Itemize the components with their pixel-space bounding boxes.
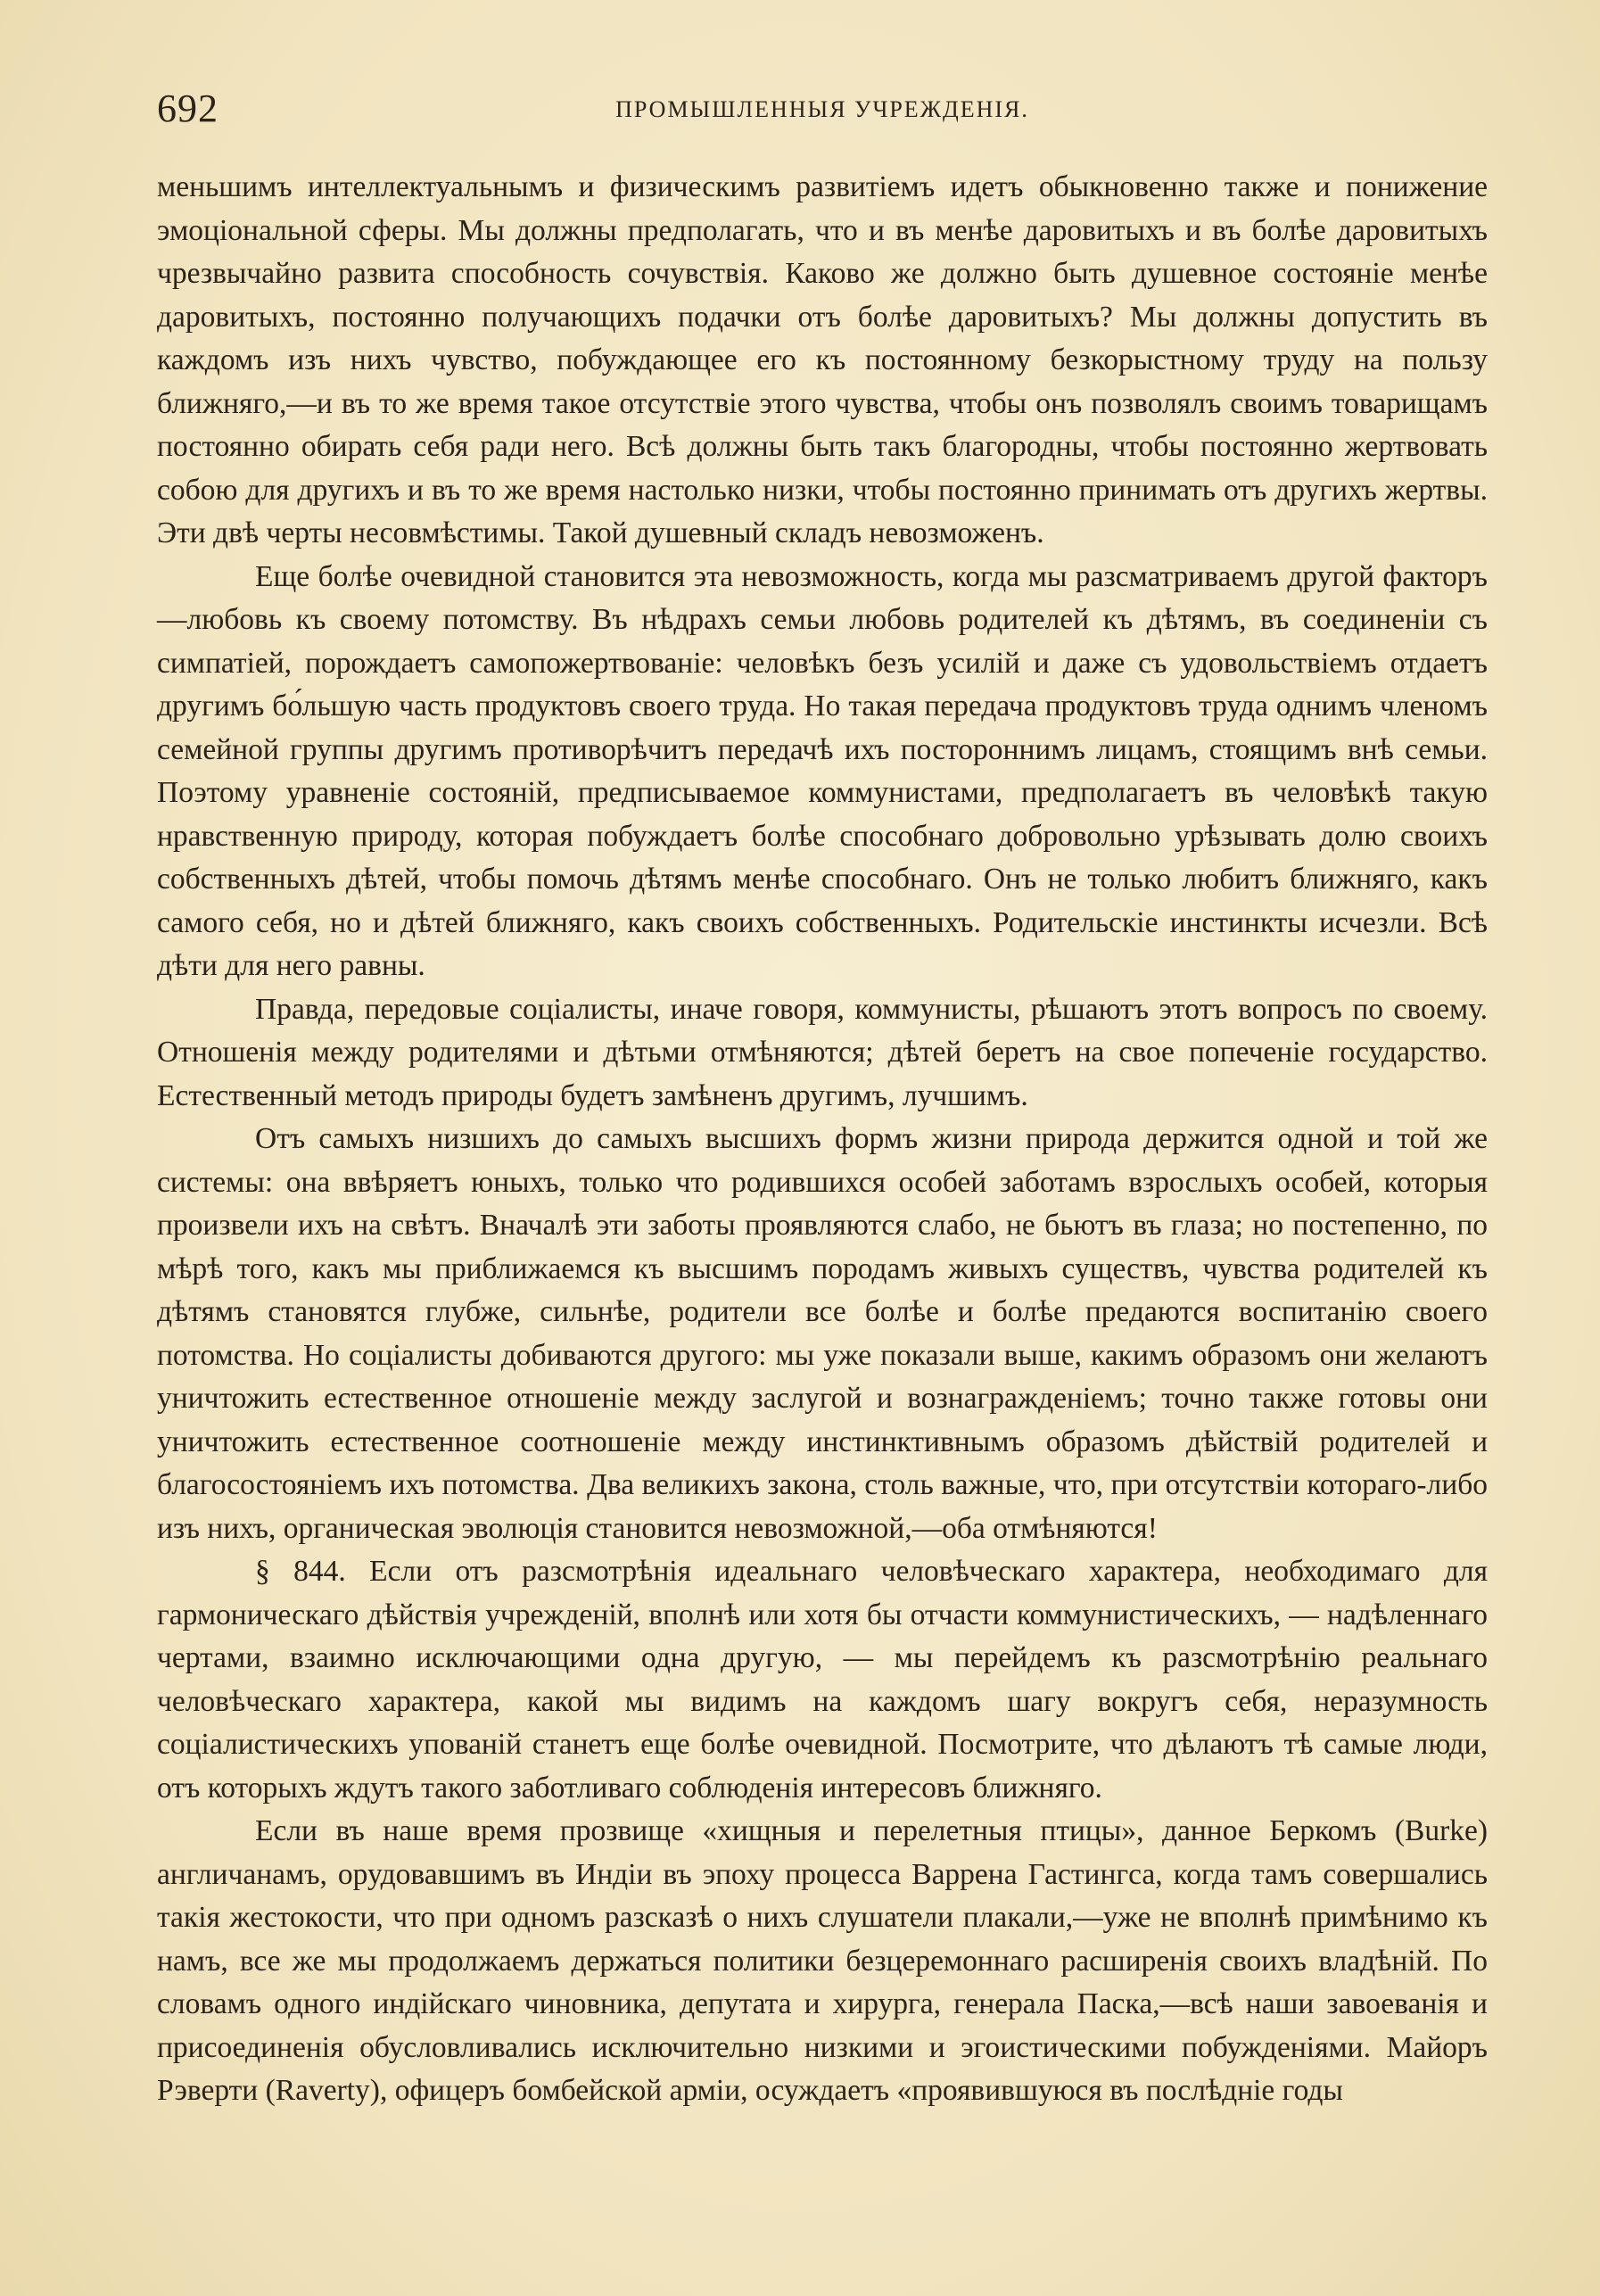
paragraph: Еще болѣе очевидной становится эта невозможность, когда мы разсматриваемъ другой факторъ—любовь къ своему потомству. Въ нѣдрахъ семьи любовь родителей къ дѣтямъ, въ соединеніи съ симпатіей, порождаетъ самопожертвованіе: человѣкъ безъ усилій и даже съ удовольствіемъ отдаетъ другимъ бо́льшую часть продуктовъ своего труда. Но такая передача продуктовъ труда однимъ членомъ семейной группы другимъ противорѣчитъ передачѣ ихъ постороннимъ лицамъ, стоящимъ внѣ семьи. Поэтому уравненіе состояній, предписываемое коммунистами, предполагаетъ въ человѣкѣ такую нравственную природу, которая побуждаетъ болѣе способнаго добровольно урѣзывать долю своихъ собственныхъ дѣтей, чтобы помочь дѣтямъ менѣе способнаго. Онъ не только любитъ ближняго, какъ самого себя, но и дѣтей ближняго, какъ своихъ собственныхъ. Родительскіе инстинкты исчезли. Всѣ дѣти для него равны.	[157, 559, 1488, 982]
running-title: ПРОМЫШЛЕННЫЯ УЧРЕЖДЕНІЯ.	[615, 96, 1029, 122]
paragraph-section-844: § 844. Если отъ разсмотрѣнія идеальнаго человѣческаго характера, необходимаго для гармоническаго дѣйствія учрежденій, вполнѣ или хотя бы отчасти коммунистическихъ, — надѣленнаго чертами, взаимно исключающими одна другую, — мы перейдемъ къ разсмотрѣнію реальнаго человѣческаго характера, какой мы видимъ на каждомъ шагу вокругъ себя, неразумность соціалистическихъ упованій станетъ еще болѣе очевидной. Посмотрите, что дѣлаютъ тѣ самые люди, отъ которыхъ ждутъ такого заботливаго соблюденія интересовъ ближняго.	[157, 1555, 1488, 1805]
body-text	[157, 166, 1488, 2113]
page-number: 692	[157, 87, 219, 130]
page-header	[157, 86, 1488, 134]
paragraph: Отъ самыхъ низшихъ до самыхъ высшихъ формъ жизни природа держится одной и той же системы: она ввѣряетъ юныхъ, только что родившихся особей заботамъ взрослыхъ особей, которыя произвели ихъ на свѣтъ. Вначалѣ эти заботы проявляются слабо, не бьютъ въ глаза; но постепенно, по мѣрѣ того, какъ мы приближаемся къ высшимъ породамъ живыхъ существъ, чувства родителей къ дѣтямъ становятся глубже, сильнѣе, родители все болѣе и болѣе предаются воспитанію своего потомства. Но соціалисты добиваются другого: мы уже показали выше, какимъ образомъ они желаютъ уничтожить естественное отношеніе между заслугой и вознагражденіемъ; точно также готовы они уничтожить естественное соотношеніе между инстинктивнымъ образомъ дѣйствій родителей и благосостояніемъ ихъ потомства. Два великихъ закона, столь важные, что, при отсутствіи котораго-либо изъ нихъ, органическая эволюція становится невозможной,—оба отмѣняются!	[157, 1122, 1488, 1545]
paragraph: Если въ наше время прозвище «хищныя и перелетныя птицы», данное Беркомъ (Burke) англичанамъ, орудовавшимъ въ Индіи въ эпоху процесса Варрена Гастингса, когда тамъ совершались такія жестокости, что при одномъ разсказѣ о нихъ слушатели плакали,—уже не вполнѣ примѣнимо къ намъ, все же мы продолжаемъ держаться политики безцеремоннаго расширенія своихъ владѣній. По словамъ одного индійскаго чиновника, депутата и хирурга, генерала Паска,—всѣ наши завоеванія и присоединенія обусловливались исключительно низкими и эгоистическими побужденіями. Майоръ Рэверти (Raverty), офицеръ бомбейской арміи, осуждаетъ «проявившуюся въ послѣдніе годы	[157, 1814, 1488, 2107]
paragraph: Правда, передовые соціалисты, иначе говоря, коммунисты, рѣшаютъ этотъ вопросъ по своему. Отношенія между родителями и дѣтьми отмѣняются; дѣтей беретъ на свое попеченіе государство. Естественный методъ природы будетъ замѣненъ другимъ, лучшимъ.	[157, 992, 1488, 1112]
paragraph: меньшимъ интеллектуальнымъ и физическимъ развитіемъ идетъ обыкновенно также и понижение эмоціональной сферы. Мы должны предполагать, что и въ менѣе даровитыхъ и въ болѣе даровитыхъ чрезвычайно развита способность сочувствія. Каково же должно быть душевное состояніе менѣе даровитыхъ, постоянно получающихъ подачки отъ болѣе даровитыхъ? Мы должны допустить въ каждомъ изъ нихъ чувство, побуждающее его къ постоянному безкорыстному труду на пользу ближняго,—и въ то же время такое отсутствіе этого чувства, чтобы онъ позволялъ своимъ товарищамъ постоянно обирать себя ради него. Всѣ должны быть такъ благородны, чтобы постоянно жертвовать собою для другихъ и въ то же время настолько низки, чтобы постоянно принимать отъ другихъ жертвы. Эти двѣ черты несовмѣстимы. Такой душевный складъ невозможенъ.	[157, 170, 1488, 549]
